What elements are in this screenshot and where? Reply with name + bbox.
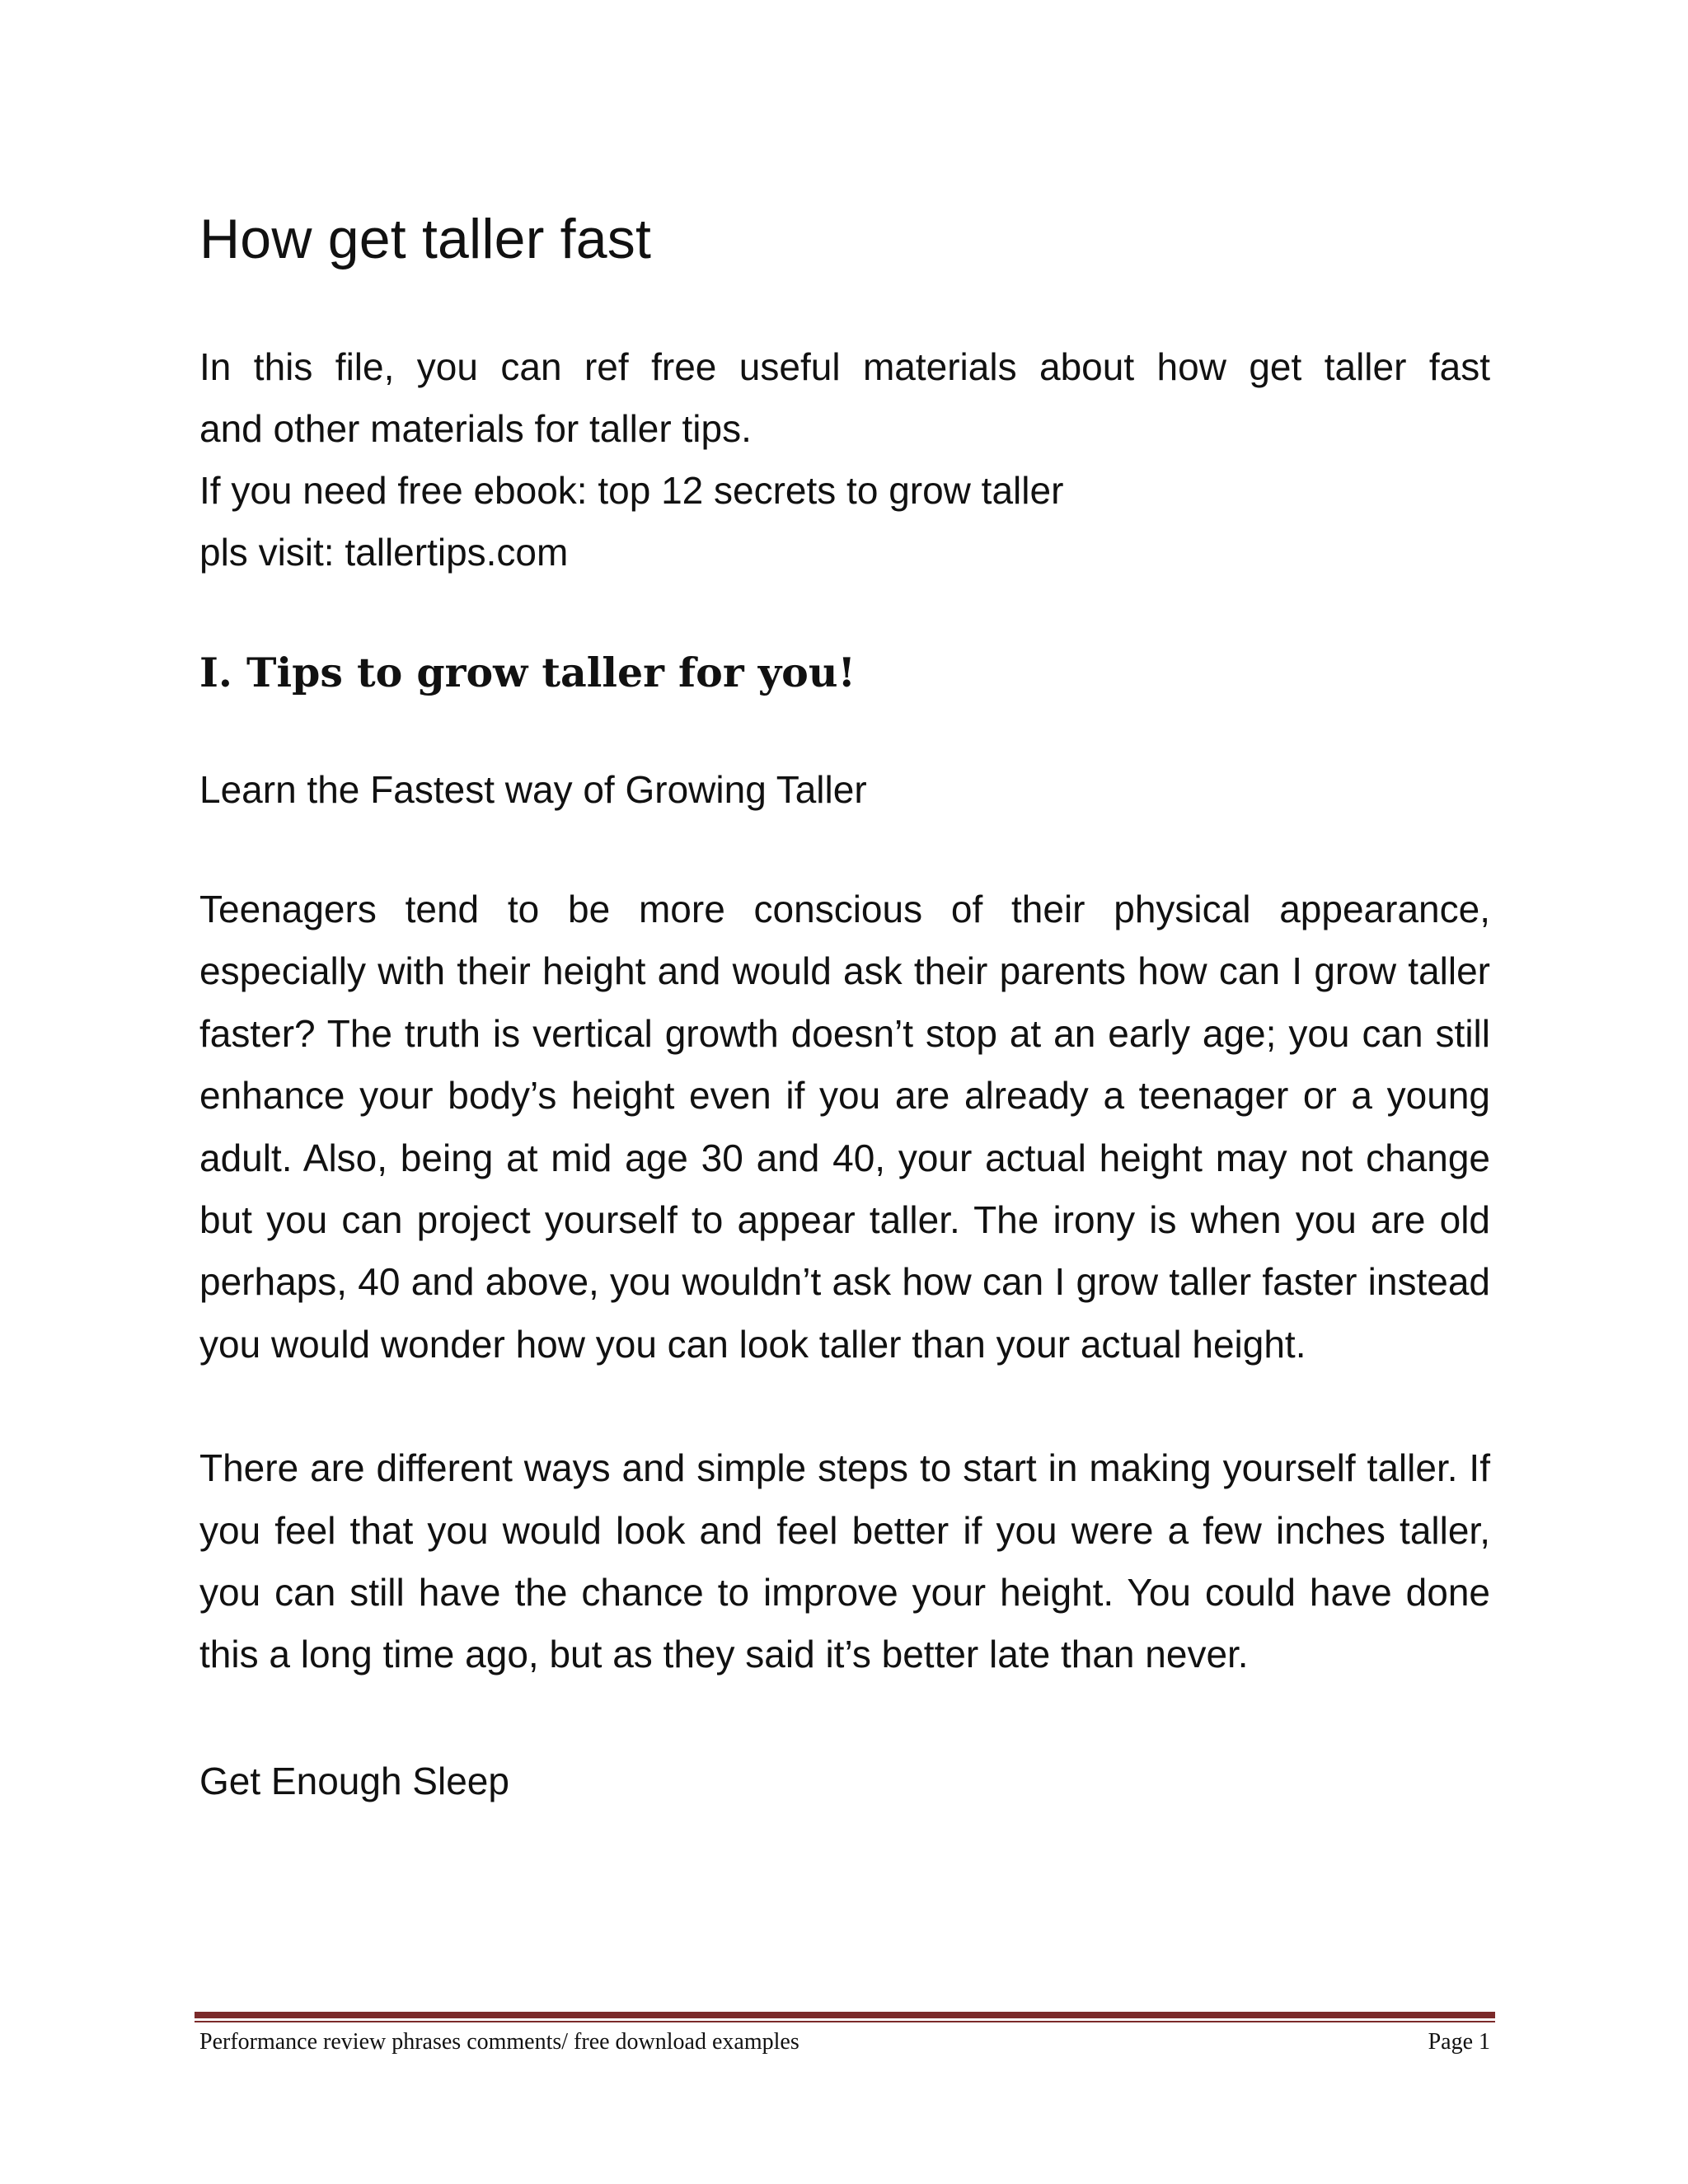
paragraph-different-ways: There are different ways and simple steps to start in making yourself taller. If you feel that you would look and feel better if you were a few inches taller, you can still have the chance to improve your height. You could have done this a long time ago, but as they said it’s better late than never. [199,1446,1490,1676]
footer-rule-thick [195,2012,1495,2018]
section-heading: I. Tips to grow taller for you! [199,649,856,696]
subheading-fastest-way: Learn the Fastest way of Growing Taller [199,768,867,811]
intro-line-3: If you need free ebook: top 12 secrets to grow taller [199,469,1064,512]
intro-line-2: and other materials for taller tips. [199,407,752,450]
intro-block [199,336,1490,583]
document-title: How get taller fast [199,208,652,270]
document-page [199,199,1490,1812]
page-footer [199,2026,1490,2059]
page-number: Page 1 [1428,2029,1490,2055]
subheading-get-enough-sleep: Get Enough Sleep [199,1759,509,1802]
paragraph-teenagers: Teenagers tend to be more conscious of their physical appearance, especially with their height and would ask their parents how can I grow taller faster? The truth is vertical growth doesn’t stop at an early age; you can still enhance your body’s height even if you are already a teenager or a young adult. Also, being at mid age 30 and 40, your actual height may not change but you can project yourself to appear taller. The irony is when you are old perhaps, 40 and above, you wouldn’t ask how can I grow taller faster instead you would wonder how you can look taller than your actual height. [199,888,1490,1366]
footer-text: Performance review phrases comments/ free download examples [199,2029,799,2055]
intro-line-4: pls visit: tallertips.com [199,531,569,574]
footer-rule-thin [195,2021,1495,2022]
intro-line-1: In this file, you can ref free useful materials about how get taller fast [199,345,1490,388]
